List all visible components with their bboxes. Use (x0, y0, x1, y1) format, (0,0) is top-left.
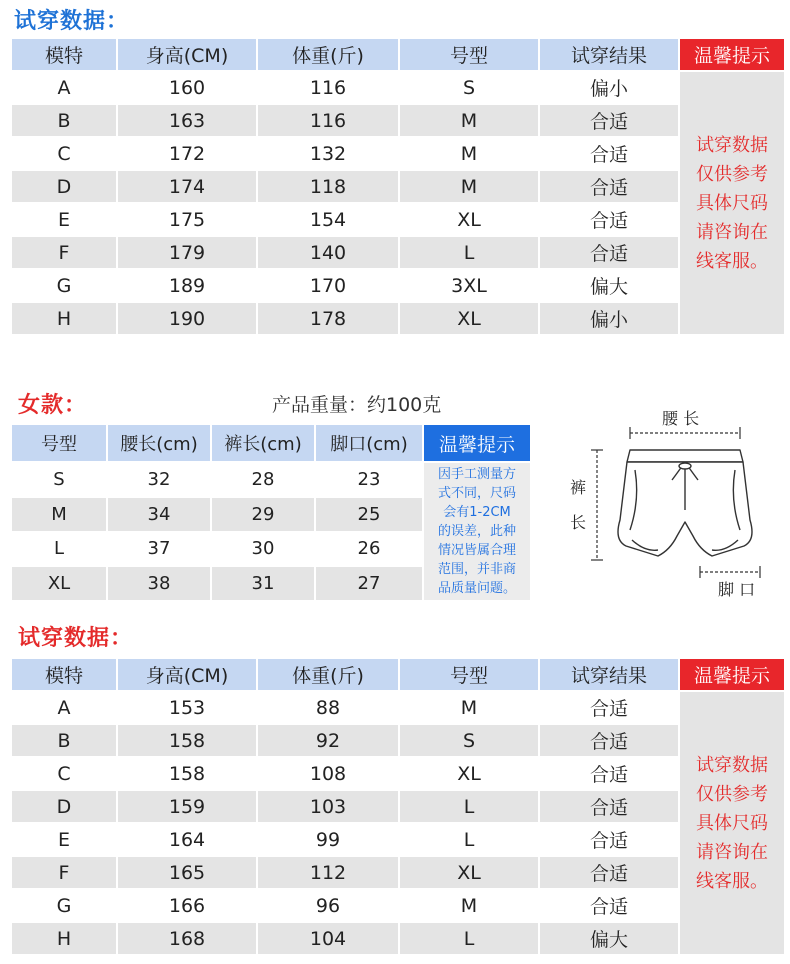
table-cell: 172 (118, 138, 256, 169)
table-cell: E (12, 204, 116, 235)
table-row (12, 72, 784, 103)
column-header: 裤长(cm) (212, 425, 314, 461)
table-cell: C (12, 138, 116, 169)
table-cell: M (12, 498, 106, 531)
table-cell: XL (400, 758, 538, 789)
table-cell: 88 (258, 692, 398, 723)
table-cell: 163 (118, 105, 256, 136)
table-cell: 159 (118, 791, 256, 822)
tip-line: 会有1-2CM (443, 505, 511, 520)
column-header: 试穿结果 (540, 659, 678, 690)
table-cell: A (12, 72, 116, 103)
table-cell: 偏小 (540, 72, 678, 103)
table-cell: XL (400, 204, 538, 235)
table-cell: 26 (316, 533, 422, 566)
table-cell: S (12, 463, 106, 496)
table-header-row (12, 659, 784, 690)
table-cell: 154 (258, 204, 398, 235)
shorts-icon (618, 450, 752, 556)
tip-line: 式不同，尺码 (437, 486, 516, 501)
table-cell: S (400, 72, 538, 103)
table-cell: 190 (118, 303, 256, 334)
tip-note (680, 72, 784, 334)
column-header: 模特 (12, 659, 116, 690)
table-row (12, 824, 784, 855)
table-row (12, 204, 784, 235)
section-title: 试穿数据： (14, 9, 130, 34)
table-cell: 合适 (540, 237, 678, 268)
shorts-measurement-diagram (560, 400, 785, 600)
table-cell: 合适 (540, 824, 678, 855)
table-cell: 118 (258, 171, 398, 202)
table-row (12, 692, 784, 723)
table-row (12, 791, 784, 822)
table-header-row (12, 39, 784, 70)
table-cell: 175 (118, 204, 256, 235)
table-cell: L (400, 824, 538, 855)
table-row (12, 890, 784, 921)
table-cell: 合适 (540, 204, 678, 235)
table-cell: 3XL (400, 270, 538, 301)
table-cell: L (400, 791, 538, 822)
table-cell: XL (12, 567, 106, 600)
table-cell: 168 (118, 923, 256, 954)
table-cell: A (12, 692, 116, 723)
table-cell: 合适 (540, 758, 678, 789)
table-cell: M (400, 171, 538, 202)
tip-line: 请咨询在 (696, 841, 768, 863)
tip-line: 品质量问题。 (437, 581, 516, 596)
table-cell: 132 (258, 138, 398, 169)
table-cell: 28 (212, 463, 314, 496)
table-cell: 153 (118, 692, 256, 723)
table-cell: 178 (258, 303, 398, 334)
table-row (12, 923, 784, 954)
table-cell: B (12, 105, 116, 136)
table-cell: L (400, 923, 538, 954)
table-row (12, 725, 784, 756)
column-header: 试穿结果 (540, 39, 678, 70)
table-cell: 116 (258, 72, 398, 103)
table-row (12, 758, 784, 789)
table-cell: 174 (118, 171, 256, 202)
table-cell: 29 (212, 498, 314, 531)
tip-line: 因手工测量方 (437, 467, 516, 482)
table-cell: 170 (258, 270, 398, 301)
table-cell: 160 (118, 72, 256, 103)
table-cell: 27 (316, 567, 422, 600)
tip-line: 范围，并非商 (437, 562, 516, 577)
column-header: 身高(CM) (118, 39, 256, 70)
table-cell: XL (400, 303, 538, 334)
table-cell: 合适 (540, 105, 678, 136)
waist-label: 腰 长 (662, 409, 700, 428)
table-cell: 合适 (540, 890, 678, 921)
tip-note (680, 692, 784, 954)
table-cell: 108 (258, 758, 398, 789)
tip-line: 试穿数据 (696, 134, 768, 156)
table-cell: S (400, 725, 538, 756)
table-cell: L (400, 237, 538, 268)
table-cell: 偏小 (540, 303, 678, 334)
table-cell: 23 (316, 463, 422, 496)
table-cell: 112 (258, 857, 398, 888)
tip-note (424, 463, 530, 600)
table-cell: M (400, 105, 538, 136)
table-cell: 32 (108, 463, 210, 496)
table-cell: E (12, 824, 116, 855)
fit-table-1 (10, 37, 786, 336)
table-cell: 103 (258, 791, 398, 822)
table-cell: L (12, 533, 106, 566)
table-row (12, 105, 784, 136)
table-cell: G (12, 890, 116, 921)
column-header: 腰长(cm) (108, 425, 210, 461)
table-cell: 31 (212, 567, 314, 600)
column-header: 号型 (400, 659, 538, 690)
tip-line: 仅供参考 (696, 163, 768, 185)
table-cell: 37 (108, 533, 210, 566)
table-row (12, 270, 784, 301)
table-cell: D (12, 791, 116, 822)
table-cell: 合适 (540, 857, 678, 888)
fit-table-2 (10, 657, 786, 956)
tip-header: 温馨提示 (680, 659, 784, 690)
table-cell: 34 (108, 498, 210, 531)
table-cell: 179 (118, 237, 256, 268)
table-row (12, 237, 784, 268)
table-cell: D (12, 171, 116, 202)
size-table (10, 423, 532, 602)
tip-line: 具体尺码 (696, 192, 768, 214)
section-title: 试穿数据： (18, 626, 134, 651)
table-row (12, 857, 784, 888)
table-cell: 合适 (540, 138, 678, 169)
table-cell: 158 (118, 758, 256, 789)
table-cell: 116 (258, 105, 398, 136)
table-cell: M (400, 138, 538, 169)
table-cell: 25 (316, 498, 422, 531)
table-row (12, 303, 784, 334)
tip-line: 具体尺码 (696, 812, 768, 834)
table-cell: B (12, 725, 116, 756)
table-cell: 165 (118, 857, 256, 888)
table-cell: 38 (108, 567, 210, 600)
length-label-bottom: 长 (570, 513, 587, 532)
table-cell: 偏大 (540, 270, 678, 301)
column-header: 模特 (12, 39, 116, 70)
column-header: 身高(CM) (118, 659, 256, 690)
table-cell: 140 (258, 237, 398, 268)
hem-label: 脚 口 (718, 580, 756, 599)
tip-line: 线客服。 (696, 870, 768, 892)
table-cell: 164 (118, 824, 256, 855)
tip-line: 情况皆属合理 (437, 543, 516, 558)
table-cell: 合适 (540, 725, 678, 756)
table-cell: 96 (258, 890, 398, 921)
table-row (12, 463, 530, 496)
tip-line: 试穿数据 (696, 754, 768, 776)
column-header: 体重(斤) (258, 659, 398, 690)
table-row (12, 171, 784, 202)
table-cell: 合适 (540, 171, 678, 202)
table-cell: 偏大 (540, 923, 678, 954)
tip-line: 仅供参考 (696, 783, 768, 805)
women-title: 女款： (18, 393, 88, 418)
table-cell: 30 (212, 533, 314, 566)
table-cell: F (12, 857, 116, 888)
length-label-top: 裤 (570, 478, 587, 497)
column-header: 脚口(cm) (316, 425, 422, 461)
table-cell: M (400, 692, 538, 723)
table-cell: 92 (258, 725, 398, 756)
product-weight: 产品重量：约100克 (272, 394, 442, 416)
table-cell: 合适 (540, 692, 678, 723)
tip-line: 的误差，此种 (437, 524, 516, 539)
table-cell: 158 (118, 725, 256, 756)
tip-line: 请咨询在 (696, 221, 768, 243)
table-cell: XL (400, 857, 538, 888)
table-cell: 104 (258, 923, 398, 954)
table-row (12, 138, 784, 169)
table-cell: 166 (118, 890, 256, 921)
table-cell: H (12, 303, 116, 334)
tip-header: 温馨提示 (680, 39, 784, 70)
table-cell: F (12, 237, 116, 268)
table-cell: G (12, 270, 116, 301)
column-header: 体重(斤) (258, 39, 398, 70)
table-cell: 合适 (540, 791, 678, 822)
table-header-row (12, 425, 530, 461)
tip-line: 线客服。 (696, 250, 768, 272)
table-cell: H (12, 923, 116, 954)
column-header: 号型 (400, 39, 538, 70)
table-cell: M (400, 890, 538, 921)
table-cell: C (12, 758, 116, 789)
table-cell: 99 (258, 824, 398, 855)
tip-header: 温馨提示 (424, 425, 530, 461)
table-cell: 189 (118, 270, 256, 301)
column-header: 号型 (12, 425, 106, 461)
